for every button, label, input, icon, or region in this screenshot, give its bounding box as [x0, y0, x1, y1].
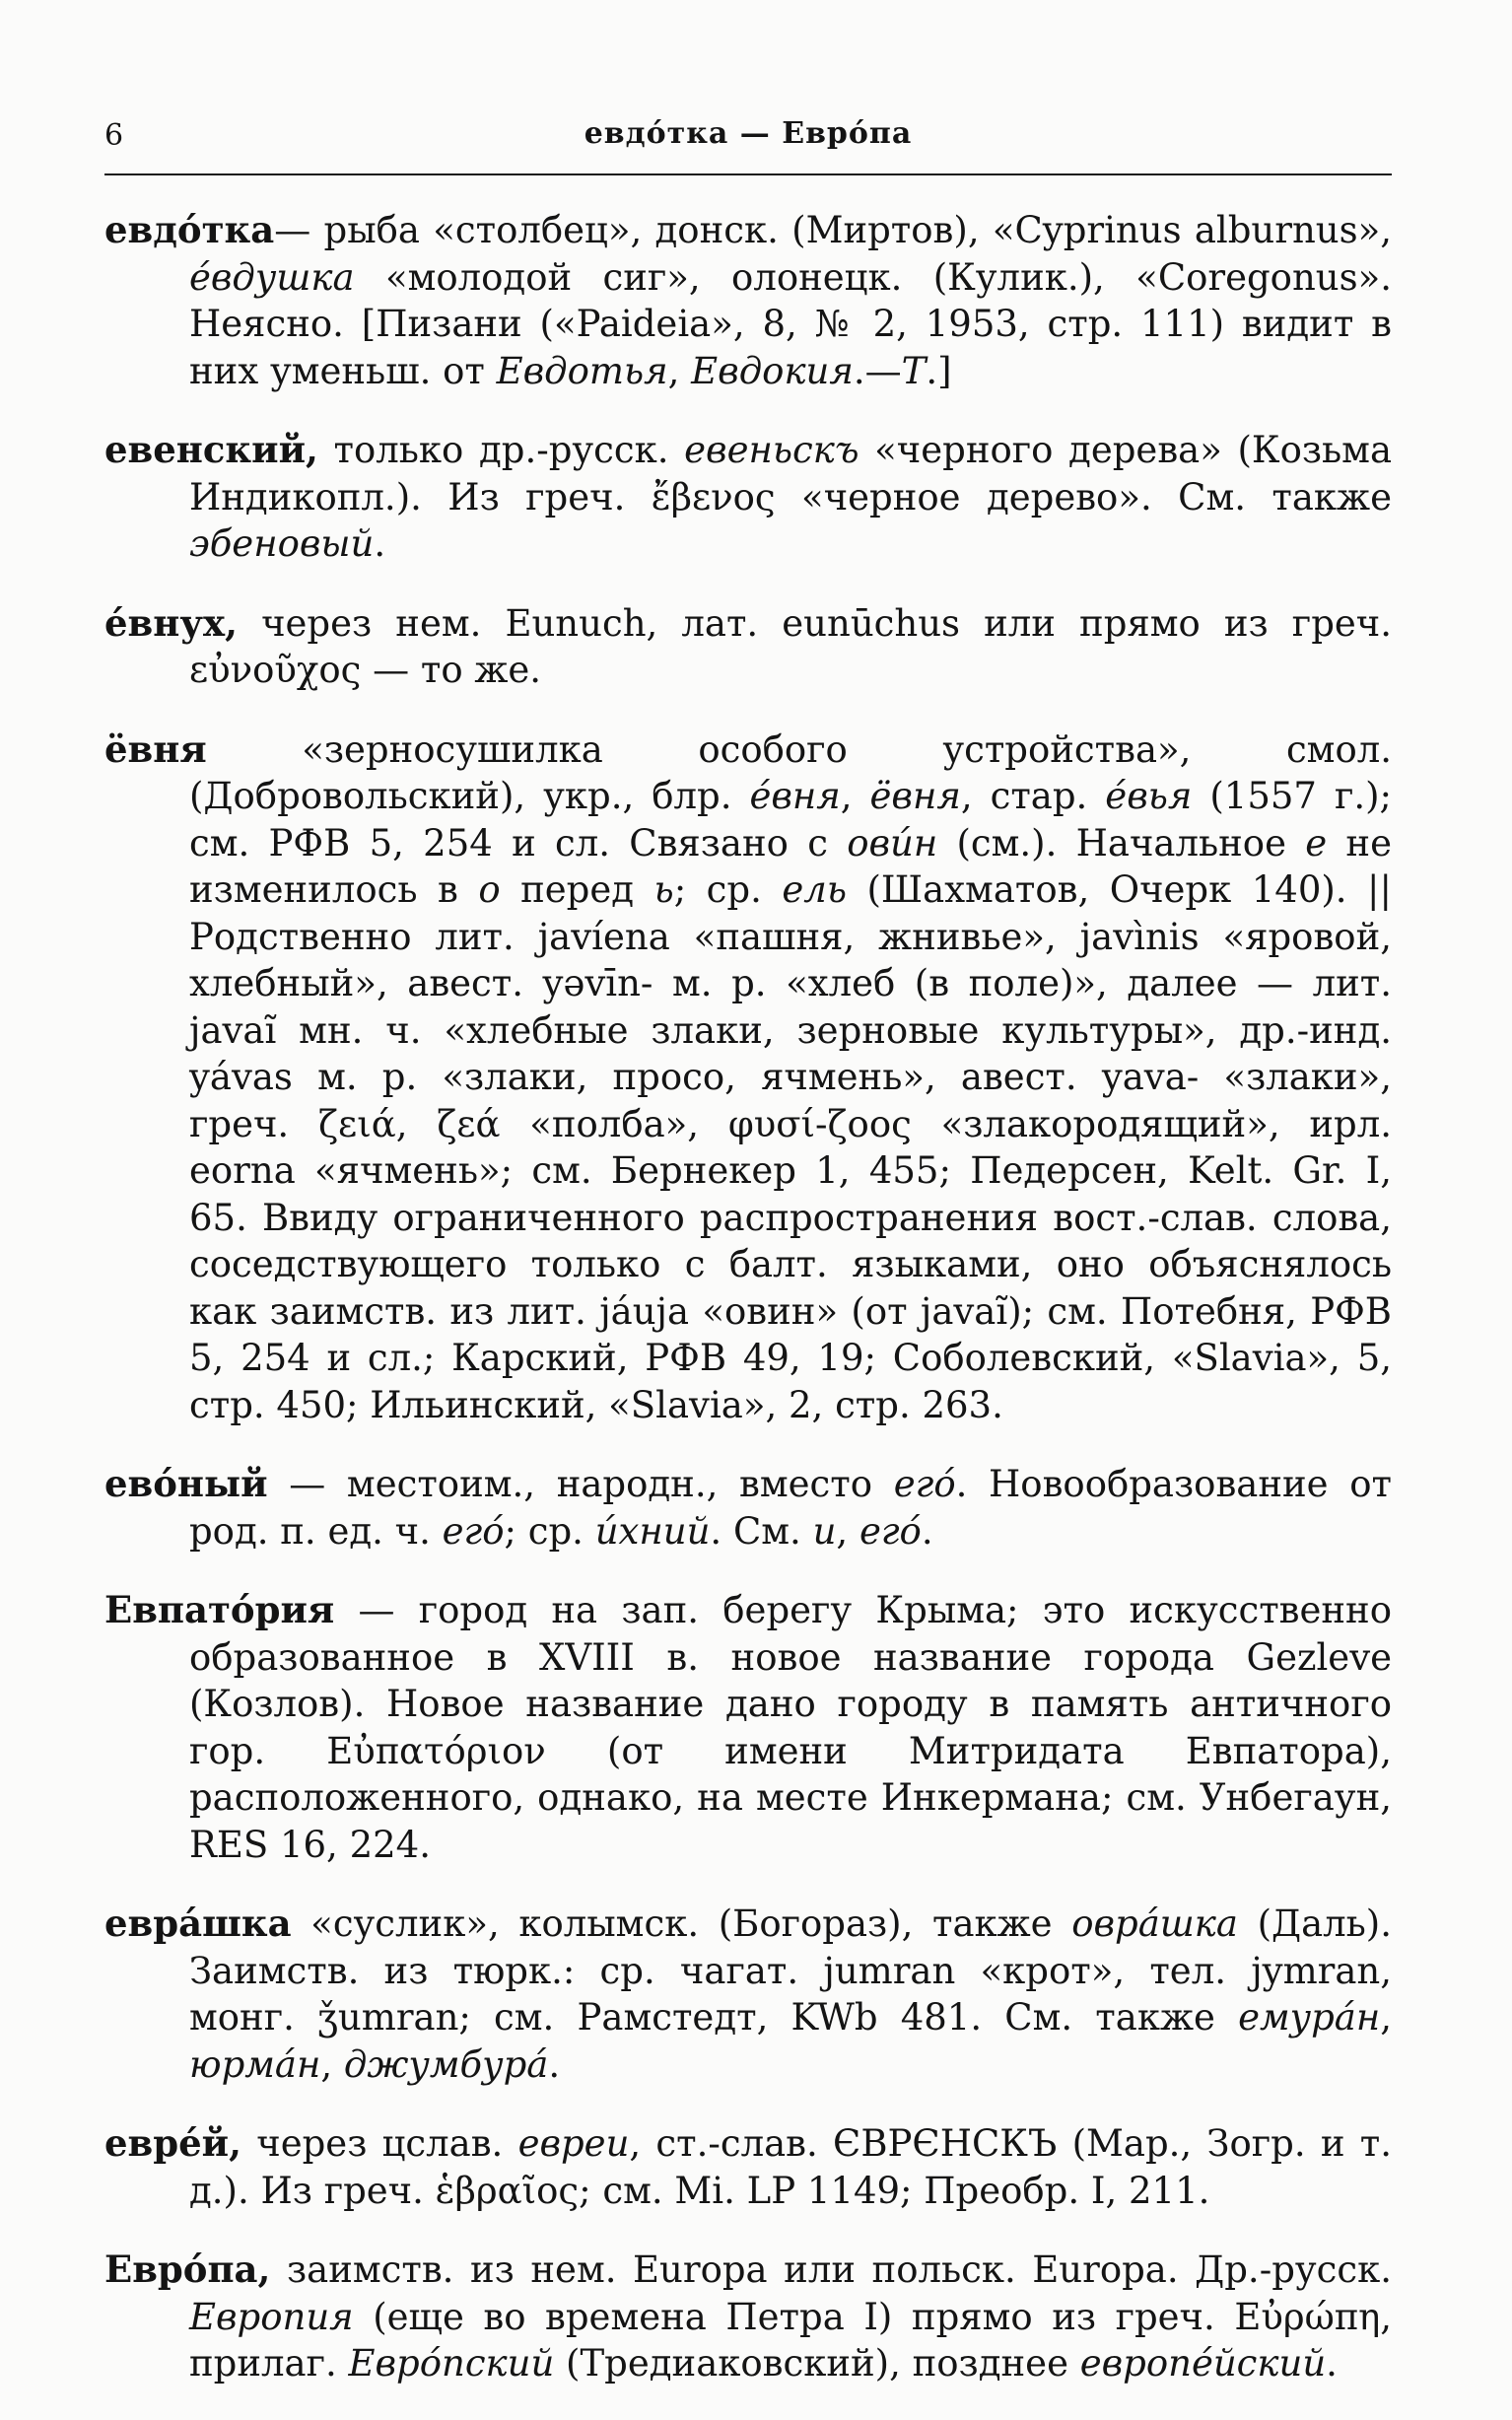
header-rule: [104, 173, 1392, 175]
entry-headword: евра́шка: [104, 1901, 292, 1945]
dictionary-entry: [104, 2120, 1404, 2214]
entry-headword: ево́ный: [104, 1462, 268, 1505]
running-head-title: евдо́тка — Евро́па: [584, 116, 913, 151]
entry-headword: е́внух,: [104, 600, 238, 645]
dictionary-entry: [104, 1587, 1404, 1868]
dictionary-entry: [104, 1901, 1404, 2088]
dictionary-entry: [104, 427, 1404, 568]
dictionary-entry: [104, 2247, 1404, 2387]
entry-text: только др.-русск. евеньскъ «черного дерева» (Козьма Индикопл.). Из греч. ἔβενος «черное дерево». См. также эбеновый.: [189, 429, 1404, 565]
page-number: 6: [104, 118, 124, 153]
entry-headword: евре́й,: [104, 2121, 241, 2165]
dictionary-entry: [104, 1461, 1404, 1555]
entry-text: заимств. из нем. Europa или польск. Europa. Др.-русск. Европия (еще во времена Петра I) прямо из греч. Εὐρώπη, прилаг. Евро́пский (Тредиаковский), позднее европе́йский.: [189, 2248, 1404, 2385]
entry-text: «зерносушилка особого устройства», смол. (Добровольский), укр., блр. е́вня, ёвня, стар. е́вья (1557 г.); см. РФВ 5, 254 и сл. Связано с ови́н (см.). Начальное е не изменилось в о перед ь; ср. ель (Шахматов, Очерк 140). || Родственно лит. javíena «пашня, жнивье», javìnis «яровой, хлебный», авест. yəvīn- м. р. «хлеб (в поле)», далее — лит. javaĩ мн. ч. «хлебные злаки, зерновые культуры», др.-инд. yávas м. р. «злаки, просо, ячмень», авест. yava- «злаки», греч. ζειά, ζεά «полба», φυσί-ζοος «злакородящий», ирл. eorna «ячмень»; см. Бернекер 1, 455; Педерсен, Kelt. Gr. I, 65. Ввиду ограниченного распространения вост.-слав. слова, соседствующего только с балт. языками, оно объяснялось как заимств. из лит. jáuja «овин» (от javaĩ); см. Потебня, РФВ 5, 254 и сл.; Карский, РФВ 49, 19; Соболевский, «Slavia», 5, стр. 450; Ильинский, «Slavia», 2, стр. 263.: [189, 727, 1404, 1426]
entry-headword: ёвня: [104, 726, 207, 771]
entry-text: — местоим., народн., вместо его́. Новообразование от род. п. ед. ч. его́; ср. и́хний. См. и, его́.: [189, 1463, 1404, 1553]
dictionary-entry: [104, 207, 1404, 394]
entry-headword: Евро́па,: [104, 2247, 271, 2291]
running-head: [104, 116, 1392, 166]
dictionary-entry: [104, 726, 1404, 1429]
dictionary-entry: [104, 600, 1404, 694]
entry-headword: Евпато́рия: [104, 1588, 335, 1631]
entry-text: через цслав. евреи, ст.-слав. ЄВРЄНСКЪ (Мар., Зогр. и т. д.). Из греч. ἑβραῖος; см. Mi. LP 1149; Преобр. I, 211.: [189, 2122, 1404, 2212]
entry-headword: евенский,: [104, 428, 318, 471]
entry-text: — город на зап. берегу Крыма; это искусственно образованное в XVIII в. новое название города Gezleve (Козлов). Новое название дано городу в память античного гор. Εὐπατόριον (от имени Митридата Евпатора), расположенного, однако, на месте Инкермана; см. Унбегаун, RES 16, 224.: [189, 1589, 1404, 1866]
entry-text: — рыба «столбец», донск. (Миртов), «Cyprinus alburnus», е́вдушка «молодой сиг», олонецк. (Кулик.), «Coregonus». Неясно. [Пизани («Paideia», 8, № 2, 1953, стр. 111) видит в них уменьш. от Евдотья, Евдокия.—Т.]: [189, 209, 1404, 392]
entries-list: [104, 207, 1404, 2420]
entry-text: через нем. Eunuch, лат. eunūchus или прямо из греч. εὐνοῦχος — то же.: [189, 601, 1404, 691]
entry-text: «суслик», колымск. (Богораз), также овра́шка (Даль). Заимств. из тюрк.: ср. чагат. jumran «крот», тел. jymran, монг. ǯumran; см. Рамстедт, KWb 481. См. также емура́н, юрма́н, джумбура́.: [189, 1902, 1404, 2086]
entry-headword: евдо́тка: [104, 208, 275, 251]
